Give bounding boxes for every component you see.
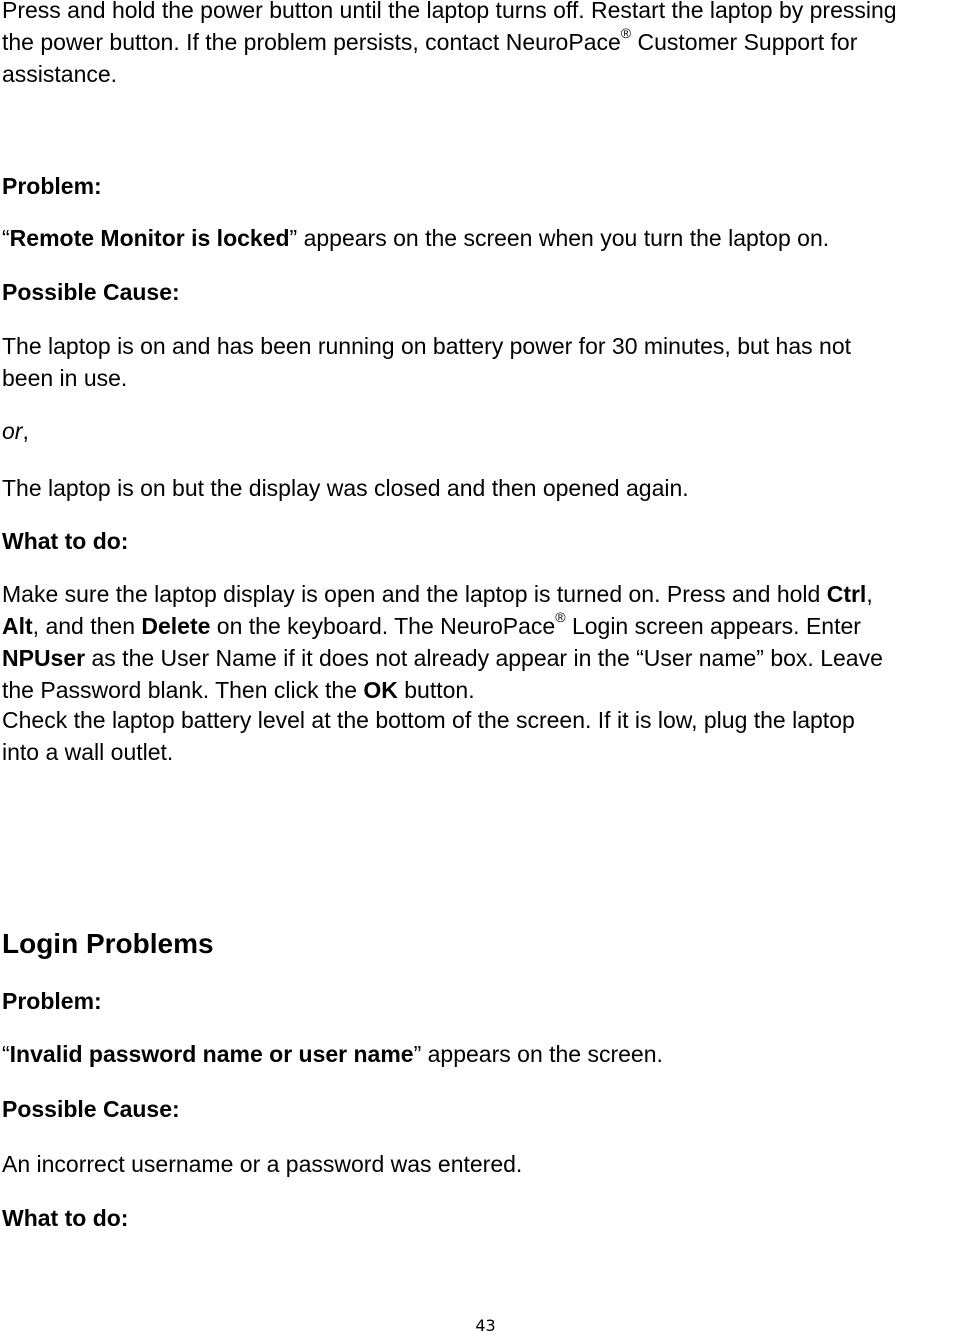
intro-paragraph (2, 0, 897, 90)
page-number: 43 (475, 1316, 496, 1335)
intro-line-3: assistance. (2, 61, 118, 87)
error-message-remote-monitor-locked: Remote Monitor is locked (9, 225, 290, 251)
what-to-do-instructions: Make sure the laptop display is open and the laptop is turned on. Press and hold Ctrl, Alt, and then Delete on the keyboard. The NeuroPace® Login screen appears. Enter NPUser as the User Name if it does not already appear in the “User name” box. Leave the Password blank. Then click the OK button. (2, 581, 883, 703)
what-to-do-label: What to do: (2, 528, 129, 554)
key-alt: Alt (2, 613, 33, 639)
problem-statement: “Remote Monitor is locked” appears on the screen when you turn the laptop on. (2, 225, 830, 251)
intro-line-1: Press and hold the power button until the laptop turns off. Restart the laptop by pressing (2, 0, 897, 23)
possible-cause-1: The laptop is on and has been running on battery power for 30 minutes, but has not been in use. (2, 333, 852, 391)
ok-button-reference: OK (363, 677, 398, 703)
error-message-invalid-password: Invalid password name or user name (9, 1041, 414, 1067)
battery-instructions: Check the laptop battery level at the bottom of the screen. If it is low, plug the laptop into a wall outlet. (2, 707, 855, 765)
problem-statement: “Invalid password name or user name” appears on the screen. (2, 1041, 663, 1067)
what-to-do-label: What to do: (2, 1205, 129, 1231)
problem-label: Problem: (2, 988, 102, 1014)
registered-mark: ® (620, 25, 632, 42)
section-heading-login-problems: Login Problems (2, 928, 214, 959)
key-ctrl: Ctrl (826, 581, 867, 607)
or-separator: or, (2, 418, 29, 444)
possible-cause-2: The laptop is on but the display was closed and then opened again. (2, 475, 689, 501)
intro-line-2-end: Customer Support for (631, 29, 858, 55)
intro-line-2-start: the power button. If the problem persists, contact NeuroPace (2, 29, 621, 55)
registered-mark: ® (555, 609, 566, 626)
problem-label: Problem: (2, 173, 102, 199)
possible-cause-label: Possible Cause: (2, 1096, 180, 1122)
user-name-value: NPUser (2, 645, 86, 671)
possible-cause: An incorrect username or a password was entered. (2, 1151, 523, 1177)
possible-cause-label: Possible Cause: (2, 279, 180, 305)
key-delete: Delete (141, 613, 211, 639)
